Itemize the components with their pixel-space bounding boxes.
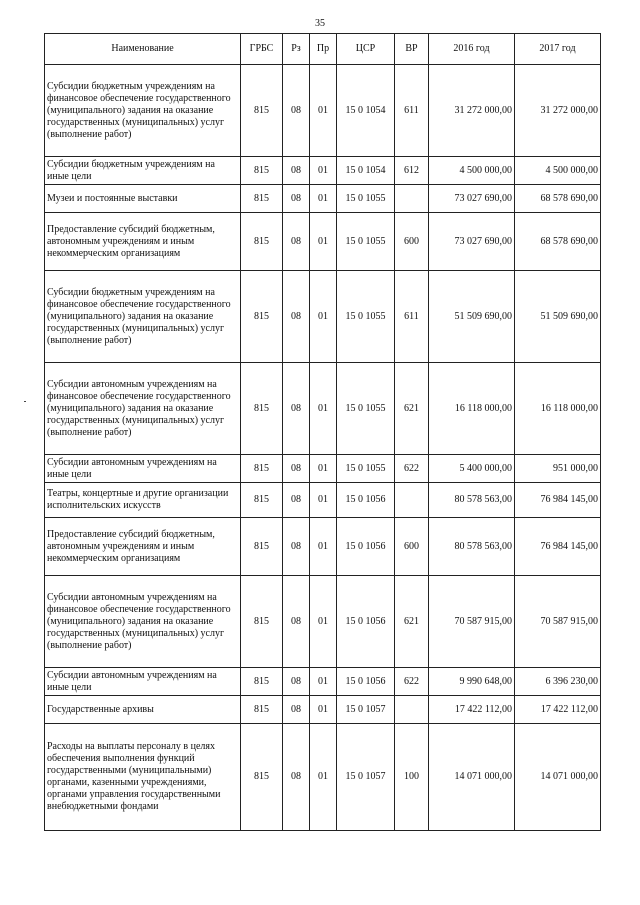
row-rz: 08 bbox=[283, 185, 310, 213]
row-2016: 4 500 000,00 bbox=[429, 157, 515, 185]
row-rz: 08 bbox=[283, 668, 310, 696]
row-vr: 611 bbox=[395, 271, 429, 363]
row-pr: 01 bbox=[310, 271, 337, 363]
scan-speck bbox=[24, 401, 26, 402]
row-grbs: 815 bbox=[241, 157, 283, 185]
header-2017: 2017 год bbox=[515, 34, 601, 65]
row-name: Государственные архивы bbox=[45, 696, 241, 724]
row-grbs: 815 bbox=[241, 65, 283, 157]
row-csr: 15 0 1055 bbox=[337, 213, 395, 271]
row-rz: 08 bbox=[283, 213, 310, 271]
row-2016: 73 027 690,00 bbox=[429, 213, 515, 271]
row-vr bbox=[395, 483, 429, 518]
row-csr: 15 0 1055 bbox=[337, 271, 395, 363]
row-name: Расходы на выплаты персоналу в целях обеспечения выполнения функций государственными (муниципальными) органами, казенными учреждениями, органами управления государственными внебюджетными фондами bbox=[45, 724, 241, 831]
row-vr: 621 bbox=[395, 576, 429, 668]
row-2017: 4 500 000,00 bbox=[515, 157, 601, 185]
row-vr bbox=[395, 696, 429, 724]
row-name: Предоставление субсидий бюджетным, автономным учреждениям и иным некоммерческим организациям bbox=[45, 213, 241, 271]
row-2017: 6 396 230,00 bbox=[515, 668, 601, 696]
row-2017: 68 578 690,00 bbox=[515, 213, 601, 271]
row-2016: 17 422 112,00 bbox=[429, 696, 515, 724]
row-2017: 68 578 690,00 bbox=[515, 185, 601, 213]
table-row bbox=[45, 65, 601, 157]
row-pr: 01 bbox=[310, 185, 337, 213]
row-rz: 08 bbox=[283, 696, 310, 724]
row-pr: 01 bbox=[310, 455, 337, 483]
row-rz: 08 bbox=[283, 363, 310, 455]
row-csr: 15 0 1056 bbox=[337, 518, 395, 576]
row-grbs: 815 bbox=[241, 518, 283, 576]
row-2016: 73 027 690,00 bbox=[429, 185, 515, 213]
table-row bbox=[45, 668, 601, 696]
row-pr: 01 bbox=[310, 518, 337, 576]
header-name: Наименование bbox=[45, 34, 241, 65]
row-grbs: 815 bbox=[241, 455, 283, 483]
budget-table bbox=[44, 33, 601, 831]
row-grbs: 815 bbox=[241, 213, 283, 271]
row-name: Субсидии автономным учреждениям на иные цели bbox=[45, 668, 241, 696]
row-2016: 9 990 648,00 bbox=[429, 668, 515, 696]
row-2017: 70 587 915,00 bbox=[515, 576, 601, 668]
row-csr: 15 0 1056 bbox=[337, 576, 395, 668]
row-2017: 31 272 000,00 bbox=[515, 65, 601, 157]
row-rz: 08 bbox=[283, 724, 310, 831]
header-grbs: ГРБС bbox=[241, 34, 283, 65]
row-csr: 15 0 1055 bbox=[337, 185, 395, 213]
row-vr: 612 bbox=[395, 157, 429, 185]
row-name: Предоставление субсидий бюджетным, автономным учреждениям и иным некоммерческим организациям bbox=[45, 518, 241, 576]
table-row bbox=[45, 363, 601, 455]
row-rz: 08 bbox=[283, 455, 310, 483]
row-csr: 15 0 1054 bbox=[337, 65, 395, 157]
row-name: Субсидии автономным учреждениям на финансовое обеспечение государственного (муниципального) задания на оказание государственных (муниципальных) услуг (выполнение работ) bbox=[45, 576, 241, 668]
row-2017: 76 984 145,00 bbox=[515, 518, 601, 576]
row-2017: 76 984 145,00 bbox=[515, 483, 601, 518]
row-vr: 611 bbox=[395, 65, 429, 157]
row-grbs: 815 bbox=[241, 483, 283, 518]
row-rz: 08 bbox=[283, 483, 310, 518]
row-csr: 15 0 1054 bbox=[337, 157, 395, 185]
row-name: Музеи и постоянные выставки bbox=[45, 185, 241, 213]
row-csr: 15 0 1056 bbox=[337, 668, 395, 696]
header-vr: ВР bbox=[395, 34, 429, 65]
row-grbs: 815 bbox=[241, 724, 283, 831]
table-row bbox=[45, 576, 601, 668]
table-row bbox=[45, 518, 601, 576]
row-rz: 08 bbox=[283, 576, 310, 668]
table-row bbox=[45, 157, 601, 185]
row-pr: 01 bbox=[310, 668, 337, 696]
row-2016: 31 272 000,00 bbox=[429, 65, 515, 157]
row-vr bbox=[395, 185, 429, 213]
row-grbs: 815 bbox=[241, 185, 283, 213]
row-pr: 01 bbox=[310, 696, 337, 724]
row-grbs: 815 bbox=[241, 271, 283, 363]
table-header-row bbox=[45, 34, 601, 65]
row-csr: 15 0 1057 bbox=[337, 696, 395, 724]
row-rz: 08 bbox=[283, 271, 310, 363]
row-csr: 15 0 1056 bbox=[337, 483, 395, 518]
header-pr: Пр bbox=[310, 34, 337, 65]
table-row bbox=[45, 185, 601, 213]
row-2017: 16 118 000,00 bbox=[515, 363, 601, 455]
header-2016: 2016 год bbox=[429, 34, 515, 65]
row-vr: 622 bbox=[395, 455, 429, 483]
table-row bbox=[45, 696, 601, 724]
row-name: Театры, концертные и другие организации исполнительских искусств bbox=[45, 483, 241, 518]
row-2016: 14 071 000,00 bbox=[429, 724, 515, 831]
row-name: Субсидии автономным учреждениям на иные цели bbox=[45, 455, 241, 483]
row-grbs: 815 bbox=[241, 668, 283, 696]
table-row bbox=[45, 271, 601, 363]
row-name: Субсидии автономным учреждениям на финансовое обеспечение государственного (муниципального) задания на оказание государственных (муниципальных) услуг (выполнение работ) bbox=[45, 363, 241, 455]
header-csr: ЦСР bbox=[337, 34, 395, 65]
header-rz: Рз bbox=[283, 34, 310, 65]
row-grbs: 815 bbox=[241, 576, 283, 668]
row-grbs: 815 bbox=[241, 696, 283, 724]
row-vr: 621 bbox=[395, 363, 429, 455]
row-pr: 01 bbox=[310, 363, 337, 455]
row-rz: 08 bbox=[283, 157, 310, 185]
table-row bbox=[45, 483, 601, 518]
row-2016: 80 578 563,00 bbox=[429, 518, 515, 576]
row-2016: 51 509 690,00 bbox=[429, 271, 515, 363]
row-2016: 80 578 563,00 bbox=[429, 483, 515, 518]
row-pr: 01 bbox=[310, 724, 337, 831]
table-row bbox=[45, 724, 601, 831]
row-name: Субсидии бюджетным учреждениям на финансовое обеспечение государственного (муниципального) задания на оказание государственных (муниципальных) услуг (выполнение работ) bbox=[45, 271, 241, 363]
table-row bbox=[45, 213, 601, 271]
row-pr: 01 bbox=[310, 213, 337, 271]
row-vr: 600 bbox=[395, 213, 429, 271]
page-number: 35 bbox=[315, 18, 325, 29]
row-2016: 70 587 915,00 bbox=[429, 576, 515, 668]
row-2017: 51 509 690,00 bbox=[515, 271, 601, 363]
row-rz: 08 bbox=[283, 518, 310, 576]
row-vr: 622 bbox=[395, 668, 429, 696]
row-name: Субсидии бюджетным учреждениям на иные цели bbox=[45, 157, 241, 185]
row-2017: 951 000,00 bbox=[515, 455, 601, 483]
row-vr: 600 bbox=[395, 518, 429, 576]
row-2017: 14 071 000,00 bbox=[515, 724, 601, 831]
row-2016: 5 400 000,00 bbox=[429, 455, 515, 483]
row-csr: 15 0 1057 bbox=[337, 724, 395, 831]
row-rz: 08 bbox=[283, 65, 310, 157]
row-pr: 01 bbox=[310, 576, 337, 668]
row-2016: 16 118 000,00 bbox=[429, 363, 515, 455]
row-vr: 100 bbox=[395, 724, 429, 831]
row-pr: 01 bbox=[310, 483, 337, 518]
row-csr: 15 0 1055 bbox=[337, 363, 395, 455]
row-name: Субсидии бюджетным учреждениям на финансовое обеспечение государственного (муниципального) задания на оказание государственных (муниципальных) услуг (выполнение работ) bbox=[45, 65, 241, 157]
row-grbs: 815 bbox=[241, 363, 283, 455]
table-row bbox=[45, 455, 601, 483]
row-csr: 15 0 1055 bbox=[337, 455, 395, 483]
row-pr: 01 bbox=[310, 65, 337, 157]
row-2017: 17 422 112,00 bbox=[515, 696, 601, 724]
row-pr: 01 bbox=[310, 157, 337, 185]
